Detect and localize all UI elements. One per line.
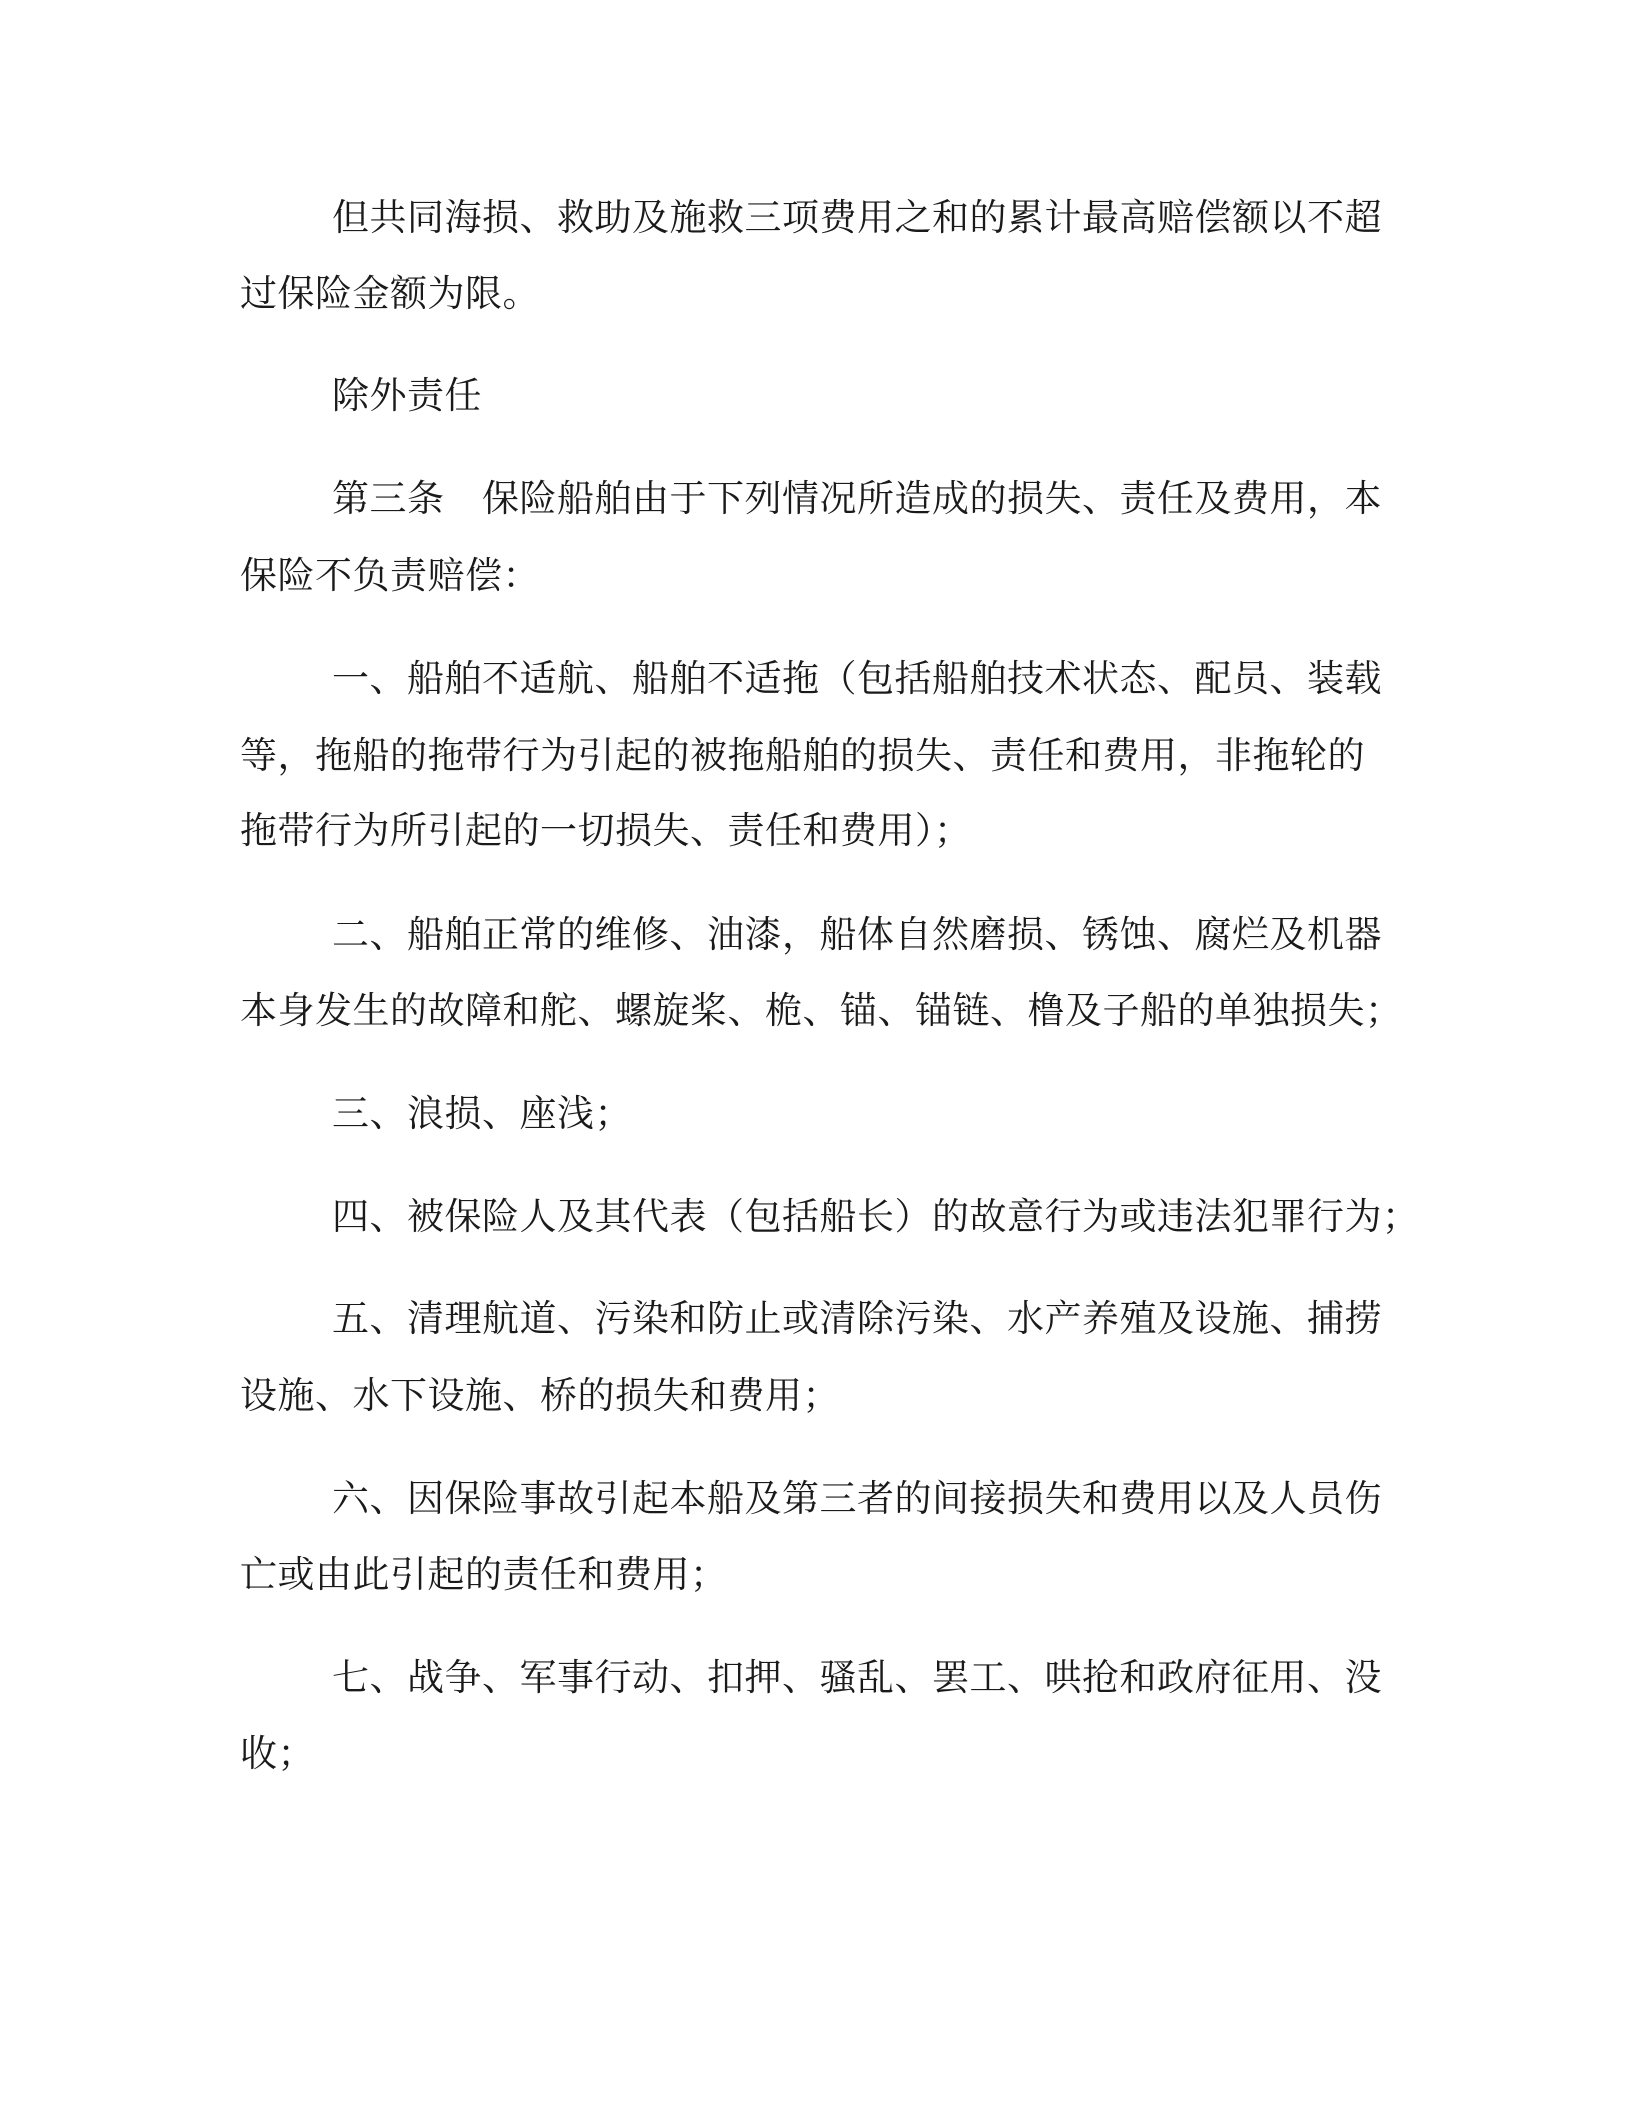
paragraph-line: 拖带行为所引起的一切损失、责任和费用）； xyxy=(240,809,972,852)
paragraph-line: 收； xyxy=(240,1732,315,1775)
paragraph-line: 七、战争、军事行动、扣押、骚乱、罢工、哄抢和政府征用、没 xyxy=(332,1656,1382,1699)
paragraph-line: 二、船舶正常的维修、油漆，船体自然磨损、锈蚀、腐烂及机器 xyxy=(332,913,1382,956)
paragraph-line: 亡或由此引起的责任和费用； xyxy=(240,1553,728,1596)
paragraph-line: 一、船舶不适航、船舶不适拖（包括船舶技术状态、配员、装载 xyxy=(332,657,1382,700)
paragraph-line: 保险不负责赔偿： xyxy=(240,554,540,597)
paragraph-line: 六、因保险事故引起本船及第三者的间接损失和费用以及人员伤 xyxy=(332,1477,1382,1520)
paragraph-line: 但共同海损、救助及施救三项费用之和的累计最高赔偿额以不超 xyxy=(332,196,1382,239)
section-heading: 除外责任 xyxy=(332,374,482,417)
paragraph-line: 第三条 保险船舶由于下列情况所造成的损失、责任及费用，本 xyxy=(332,477,1382,520)
paragraph-line: 本身发生的故障和舵、螺旋桨、桅、锚、锚链、橹及子船的单独损失； xyxy=(240,989,1403,1032)
paragraph-line: 五、清理航道、污染和防止或清除污染、水产养殖及设施、捕捞 xyxy=(332,1297,1382,1340)
paragraph-line: 三、浪损、座浅； xyxy=(332,1092,632,1135)
paragraph-line: 设施、水下设施、桥的损失和费用； xyxy=(240,1374,840,1417)
paragraph-line: 等，拖船的拖带行为引起的被拖船舶的损失、责任和费用，非拖轮的 xyxy=(240,734,1365,777)
paragraph-line: 四、被保险人及其代表（包括船长）的故意行为或违法犯罪行为； xyxy=(332,1195,1420,1238)
paragraph-line: 过保险金额为限。 xyxy=(240,272,540,315)
